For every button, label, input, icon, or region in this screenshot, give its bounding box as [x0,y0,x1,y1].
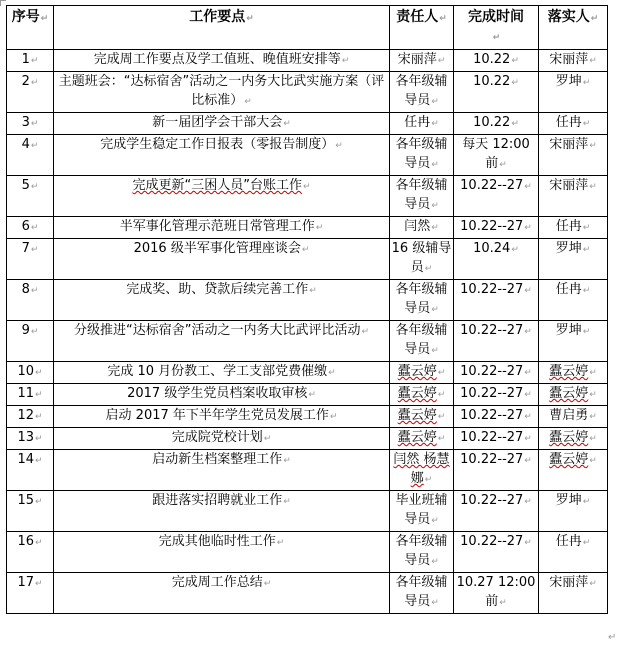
cell-owner: 各年级辅导员↵ [390,532,454,573]
cell-no: 11↵ [7,384,54,406]
table-body [7,50,608,614]
table-header-row [7,6,608,50]
table-row [7,362,608,384]
table-row [7,428,608,450]
cell-no: 16↵ [7,532,54,573]
cell-owner: 蠹云婷↵ [390,406,454,428]
cell-item: 分级推进“达标宿舍”活动之一内务大比武评比活动↵ [54,321,390,362]
cell-time: 10.24↵ [454,239,539,280]
cell-item: 主题班会：“达标宿舍”活动之一内务大比武实施方案（评比标准）↵ [54,72,390,113]
cell-no: 9↵ [7,321,54,362]
cell-exec: 罗坤↵ [539,239,608,280]
cell-owner: 各年级辅导员↵ [390,72,454,113]
cell-no: 3↵ [7,113,54,135]
cell-no: 4↵ [7,135,54,176]
work-plan-table-frame [6,5,607,614]
cell-time: 10.22--27↵ [454,406,539,428]
cell-exec: 任冉↵ [539,113,608,135]
header-time: 完成时间↵ [454,6,539,50]
cell-exec: 罗坤↵ [539,72,608,113]
cell-exec: 任冉↵ [539,217,608,239]
cell-exec: 宋丽萍↵ [539,176,608,217]
cell-exec: 宋丽萍↵ [539,50,608,72]
cell-owner: 闫然↵ [390,217,454,239]
table-row [7,239,608,280]
cell-item: 完成 10 月份教工、学工支部党费催缴↵ [54,362,390,384]
table-row [7,491,608,532]
cell-owner: 各年级辅导员↵ [390,135,454,176]
header-no: 序号↵ [7,6,54,50]
paragraph-mark: ↵ [608,632,617,643]
cell-owner: 宋丽萍↵ [390,50,454,72]
table-row [7,72,608,113]
table-row [7,50,608,72]
cell-no: 6↵ [7,217,54,239]
cell-time: 每天 12:00 前↵ [454,135,539,176]
cell-item: 跟进落实招聘就业工作↵ [54,491,390,532]
cell-item: 完成奖、助、贷款后续完善工作↵ [54,280,390,321]
header-owner: 责任人↵ [390,6,454,50]
cell-no: 13↵ [7,428,54,450]
cell-time: 10.22↵ [454,72,539,113]
cell-item: 完成其他临时性工作↵ [54,532,390,573]
cell-time: 10.22--27↵ [454,280,539,321]
cell-time: 10.22--27↵ [454,176,539,217]
table-row [7,573,608,614]
cell-owner: 蠹云婷↵ [390,362,454,384]
cell-no: 15↵ [7,491,54,532]
cell-time: 10.22--27↵ [454,428,539,450]
cell-no: 2↵ [7,72,54,113]
cell-item: 新一届团学会干部大会↵ [54,113,390,135]
cell-item: 完成院党校计划↵ [54,428,390,450]
table-row [7,135,608,176]
cell-time: 10.22--27↵ [454,362,539,384]
cell-owner: 闫然 杨慧娜↵ [390,450,454,491]
cell-exec: 蠹云婷↵ [539,384,608,406]
cell-item: 完成周工作总结↵ [54,573,390,614]
cell-no: 10↵ [7,362,54,384]
cell-no: 17↵ [7,573,54,614]
cell-time: 10.22--27↵ [454,321,539,362]
cell-item: 2017 级学生党员档案收取审核↵ [54,384,390,406]
cell-time: 10.22↵ [454,50,539,72]
cell-no: 5↵ [7,176,54,217]
header-item: 工作要点↵ [54,6,390,50]
cell-item: 完成学生稳定工作日报表（零报告制度）↵ [54,135,390,176]
cell-time: 10.22--27↵ [454,450,539,491]
cell-time: 10.27 12:00 前↵ [454,573,539,614]
header-exec: 落实人↵ [539,6,608,50]
cell-item: 启动 2017 年下半年学生党员发展工作↵ [54,406,390,428]
table-row [7,321,608,362]
cell-no: 12↵ [7,406,54,428]
cell-item: 完成更新“三困人员”台账工作↵ [54,176,390,217]
cell-exec: 蠹云婷↵ [539,450,608,491]
cell-owner: 毕业班辅导员↵ [390,491,454,532]
table-row [7,280,608,321]
cell-owner: 蠹云婷↵ [390,384,454,406]
cell-owner: 16 级辅导员↵ [390,239,454,280]
work-plan-table [6,5,608,614]
cell-time: 10.22--27↵ [454,384,539,406]
cell-owner: 各年级辅导员↵ [390,321,454,362]
cell-time: 10.22--27↵ [454,491,539,532]
cell-exec: 任冉↵ [539,280,608,321]
cell-time: 10.22--27↵ [454,532,539,573]
cell-owner: 任冉↵ [390,113,454,135]
cell-no: 8↵ [7,280,54,321]
cell-exec: 宋丽萍↵ [539,573,608,614]
cell-exec: 任冉↵ [539,532,608,573]
cell-owner: 蠹云婷↵ [390,428,454,450]
cell-owner: 各年级辅导员↵ [390,176,454,217]
cell-owner: 各年级辅导员↵ [390,280,454,321]
cell-no: 7↵ [7,239,54,280]
cell-exec: 曹启勇↵ [539,406,608,428]
cell-exec: 蠹云婷↵ [539,428,608,450]
cell-exec: 罗坤↵ [539,321,608,362]
cell-item: 2016 级半军事化管理座谈会↵ [54,239,390,280]
cell-time: 10.22--27↵ [454,217,539,239]
cell-no: 14↵ [7,450,54,491]
cell-time: 10.22↵ [454,113,539,135]
cell-exec: 罗坤↵ [539,491,608,532]
table-row [7,217,608,239]
cell-no: 1↵ [7,50,54,72]
table-row [7,176,608,217]
table-row [7,113,608,135]
table-row [7,450,608,491]
table-row [7,532,608,573]
cell-exec: 宋丽萍↵ [539,135,608,176]
cell-exec: 蠹云婷↵ [539,362,608,384]
cell-owner: 各年级辅导员↵ [390,573,454,614]
table-row [7,384,608,406]
table-row [7,406,608,428]
cell-item: 启动新生档案整理工作↵ [54,450,390,491]
cell-item: 半军事化管理示范班日常管理工作↵ [54,217,390,239]
cell-item: 完成周工作要点及学工值班、晚值班安排等↵ [54,50,390,72]
